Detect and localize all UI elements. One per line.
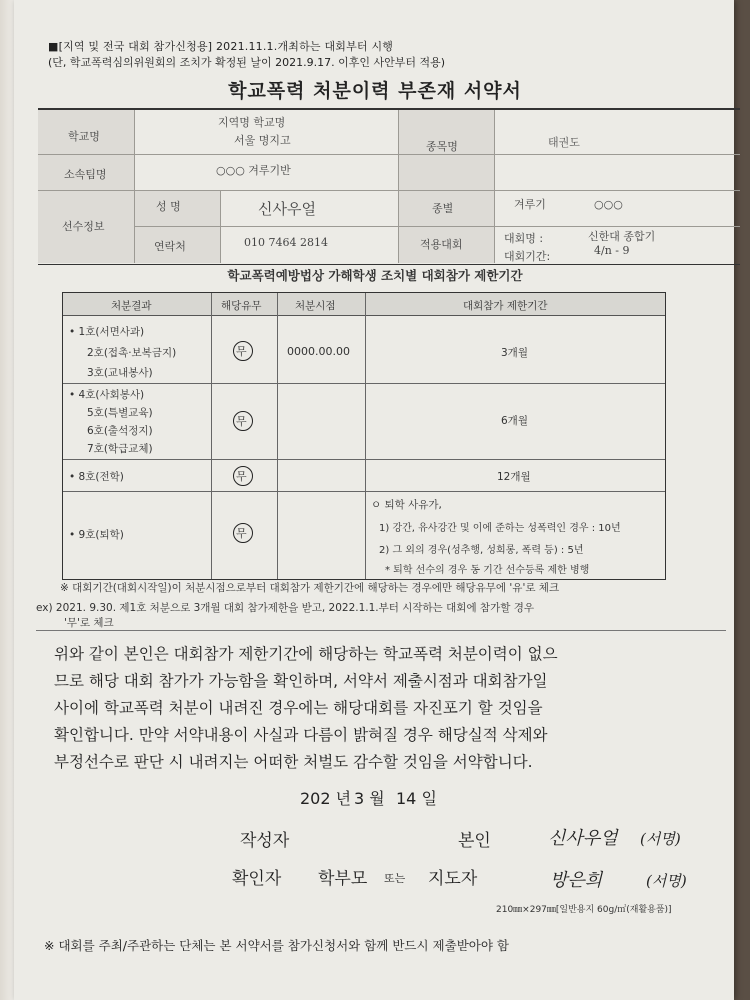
gender-value: 겨루기 — [514, 198, 546, 211]
pledge-line-5: 부정선수로 판단 시 내려지는 어떠한 처벌도 감수할 것임을 서약합니다. — [54, 753, 533, 771]
gender-label: 종별 — [432, 202, 454, 215]
footnote-1: ※ 대회기간(대회시작일)이 처분시점으로부터 대회참가 제한기간에 해당하는 경우에만 해당유무에 '유'로 체크 — [60, 582, 560, 594]
pledge-line-4: 확인합니다. 만약 서약내용이 사실과 다름이 밝혀질 경우 해당실적 삭제와 — [54, 726, 548, 744]
header-date: 처분시점 — [295, 300, 336, 312]
row2-item1: • 4호(사회봉사) — [69, 389, 145, 401]
header-result: 처분결과 — [111, 300, 152, 312]
contact-value: 010 7464 2814 — [244, 236, 328, 249]
pledge-paragraph — [54, 641, 704, 776]
school-value: 서울 명지고 — [234, 134, 291, 147]
row1-item2: 2호(접촉·보복금지) — [87, 347, 177, 359]
pledge-line-2: 므로 해당 대회 참가가 가능함을 확인하며, 서약서 제출시점과 대회참가일 — [54, 672, 548, 690]
pledge-line-1: 위와 같이 본인은 대회참가 제한기간에 해당하는 학교폭력 처분이력이 없으 — [54, 645, 558, 663]
region-school-label: 지역명 학교명 — [218, 116, 286, 129]
or-label: 또는 — [384, 872, 406, 885]
footnote-2: ex) 2021. 9.30. 제1호 처분으로 3개월 대회 참가제한을 받고, 2022.1.1.부터 시작하는 대회에 참가할 경우 — [36, 602, 534, 614]
event-name-value: 신한대 종합기 — [588, 230, 656, 243]
sport-label: 종목명 — [426, 140, 458, 153]
contact-label: 연락처 — [154, 240, 186, 253]
row1-date: 0000.00.00 — [287, 345, 350, 358]
self-label: 본인 — [458, 831, 491, 851]
row2-mark: 무 — [236, 415, 247, 428]
row3-mark: 무 — [236, 470, 247, 483]
row4-limit-line1: ㅇ 퇴학 사유가, — [371, 499, 442, 511]
gender-extra-value: ○○○ — [594, 198, 623, 211]
row1-item3: 3호(교내봉사) — [87, 367, 153, 379]
row3-limit: 12개월 — [497, 471, 531, 483]
row1-mark: 무 — [236, 345, 247, 358]
event-period-value: 4/n - 9 — [594, 244, 630, 257]
coach-label: 지도자 — [428, 869, 478, 889]
team-label: 소속팀명 — [64, 168, 107, 181]
event-label: 적용대회 — [420, 238, 463, 251]
name-label: 성 명 — [156, 200, 181, 213]
writer-label: 작성자 — [240, 831, 290, 851]
row4-limit-line2: 1) 강간, 유사강간 및 이에 준하는 성폭력인 경우 : 10년 — [379, 523, 621, 534]
row2-item4: 7호(학급교체) — [87, 443, 153, 455]
event-period-label: 대회기간: — [504, 250, 551, 263]
coach-signature: 방은희 — [550, 870, 603, 891]
parent-label: 학부모 — [318, 869, 368, 889]
athlete-info-label: 선수정보 — [62, 220, 105, 233]
athlete-info-table — [38, 108, 740, 265]
name-value: 신사우얼 — [258, 200, 316, 218]
page-edge — [0, 0, 14, 1000]
self-stamp: (서명) — [640, 830, 681, 848]
row4-limit-line3: 2) 그 외의 경우(성추행, 성희롱, 폭력 등) : 5년 — [379, 545, 584, 556]
confirm-label: 확인자 — [232, 869, 282, 889]
row2-item2: 5호(특별교육) — [87, 407, 153, 419]
document-title: 학교폭력 처분이력 부존재 서약서 — [228, 80, 522, 102]
restriction-title: 학교폭력예방법상 가해학생 조치별 대회참가 제한기간 — [227, 268, 523, 283]
header-limit: 대회참가 제한기간 — [463, 300, 548, 312]
date-month: 3 월 — [354, 789, 385, 808]
restriction-table — [62, 292, 666, 580]
date-year: 202 년 — [300, 789, 352, 808]
row3-item1: • 8호(전학) — [69, 471, 124, 483]
school-label: 학교명 — [68, 130, 100, 143]
self-signature: 신사우얼 — [548, 828, 618, 849]
row1-item1: • 1호(서면사과) — [69, 326, 145, 338]
bottom-note: ※ 대회를 주최/주관하는 단체는 본 서약서를 참가신청서와 함께 반드시 제출받아야 함 — [44, 938, 509, 953]
notice-line-1: ■[지역 및 전국 대회 참가신청용] 2021.11.1.개최하는 대회부터 시행 — [48, 40, 394, 53]
row2-item3: 6호(출석정지) — [87, 425, 153, 437]
header-applicable: 해당유무 — [221, 300, 262, 312]
row2-limit: 6개월 — [501, 415, 528, 427]
sport-value: 태권도 — [548, 136, 580, 149]
row4-mark: 무 — [236, 527, 247, 540]
row4-limit-line4: * 퇴학 선수의 경우 동 기간 선수등록 제한 병행 — [385, 565, 590, 576]
table-header-row — [63, 293, 665, 316]
coach-stamp: (서명) — [646, 872, 687, 890]
row1-limit: 3개월 — [501, 347, 528, 359]
footnote-3: '무'로 체크 — [64, 617, 114, 629]
paper-spec: 210㎜×297㎜[일반용지 60g/㎡(재활용품)] — [496, 905, 672, 915]
team-value: ○○○ 겨루기반 — [216, 164, 291, 177]
row4-item1: • 9호(퇴학) — [69, 529, 124, 541]
pledge-line-3: 사이에 학교폭력 처분이 내려진 경우에는 해당대회를 자진포기 할 것임을 — [54, 699, 543, 717]
notice-line-2: (단, 학교폭력심의위원회의 조치가 확정된 날이 2021.9.17. 이후인 사안부터 적용) — [48, 56, 446, 69]
date-day: 14 일 — [396, 789, 437, 808]
event-name-label: 대회명 : — [504, 232, 544, 245]
